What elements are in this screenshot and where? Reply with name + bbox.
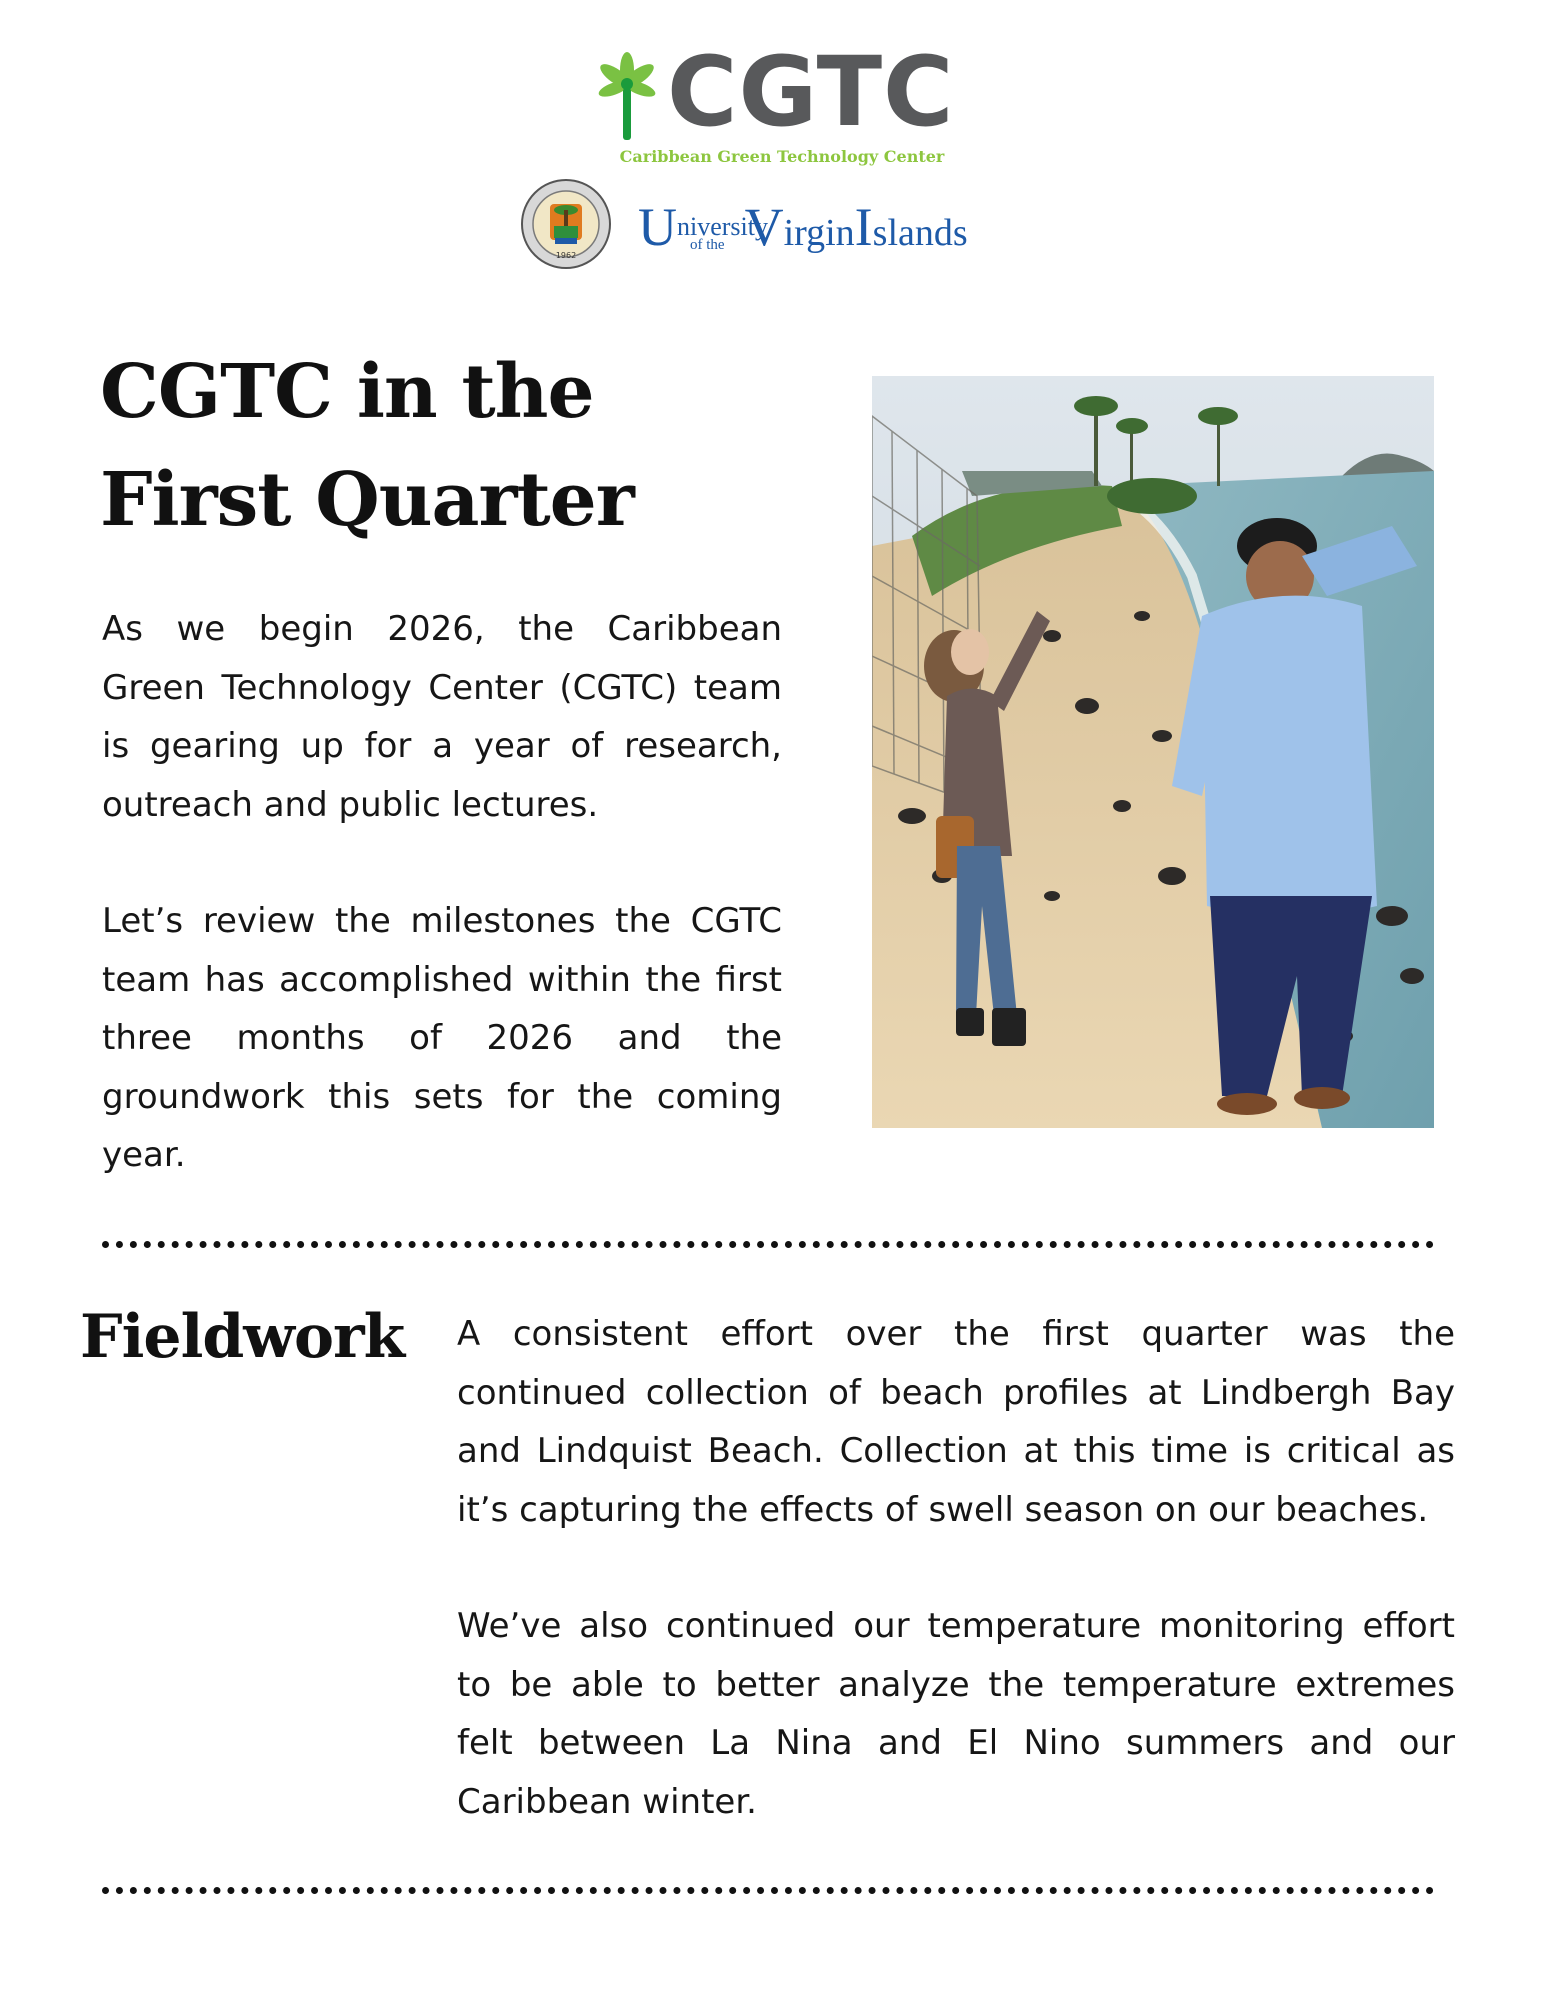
palm-leaf-icon xyxy=(585,50,670,145)
section-divider-bottom xyxy=(102,1887,1434,1894)
cgtc-wordmark: CGTC xyxy=(667,36,955,148)
fieldwork-paragraph-1: A consistent effort over the first quarter was the continued collection of beach profiles at Lindbergh Bay and Lindquist Beach. Collection at this time is critical as it’s capturing the effects of swell season on our beaches. xyxy=(457,1314,1455,1530)
section-divider-top xyxy=(102,1241,1434,1248)
university-logo xyxy=(520,178,1010,274)
university-name: $U^{niversity}of$ the VirginIslands xyxy=(638,197,968,257)
fieldwork-text xyxy=(457,1305,1455,1889)
intro-paragraph-2: Let’s review the milestones the CGTC team has accomplished within the first three months of 2026 and the groundwork this sets for the coming year. xyxy=(102,901,782,1175)
university-seal-icon xyxy=(520,178,612,270)
seal-year: 1962 xyxy=(555,251,577,260)
fieldwork-heading: Fieldwork xyxy=(80,1302,405,1372)
header xyxy=(0,0,1545,290)
page-title xyxy=(100,338,634,554)
beach-photo xyxy=(872,376,1434,1128)
title-line-1: CGTC in the xyxy=(100,349,594,435)
intro-paragraph-1: As we begin 2026, the Caribbean Green Technology Center (CGTC) team is gearing up for a year of research, outreach and public lectures. xyxy=(102,609,782,825)
intro-text xyxy=(102,600,782,1243)
cgtc-logo xyxy=(585,36,955,170)
title-line-2: First Quarter xyxy=(100,457,634,543)
cgtc-full-name: Caribbean Green Technology Center xyxy=(619,147,945,166)
fieldwork-paragraph-2: We’ve also continued our temperature monitoring effort to be able to better analyze the temperature extremes felt between La Nina and El Nino summers and our Caribbean winter. xyxy=(457,1606,1455,1822)
